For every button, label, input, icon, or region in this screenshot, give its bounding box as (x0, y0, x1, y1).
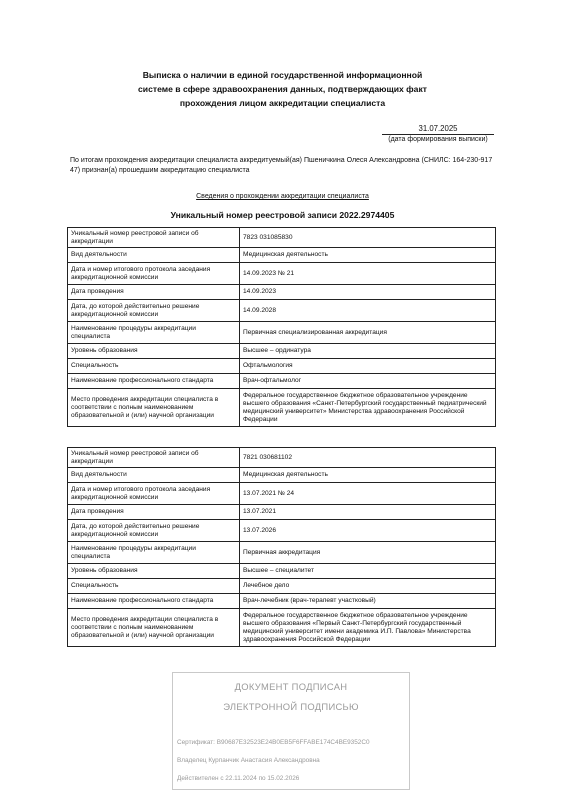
row-label: Место проведения аккредитации специалиста в соответствии с полным наименованием образовательной и (или) научной организации (68, 609, 240, 647)
table-row (68, 263, 496, 285)
row-label: Наименование профессионального стандарта (68, 374, 240, 389)
table-row (68, 374, 496, 389)
table-row (68, 322, 496, 344)
row-label: Дата, до которой действительно решение аккредитационной комиссии (68, 300, 240, 322)
row-label: Специальность (68, 359, 240, 374)
row-label: Наименование профессионального стандарта (68, 594, 240, 609)
row-value: 13.07.2026 (240, 520, 496, 542)
row-value: Высшее – ординатура (240, 344, 496, 359)
stamp-heading-signed: ДОКУМЕНТ ПОДПИСАН (234, 681, 348, 692)
row-value: Офтальмология (240, 359, 496, 374)
row-label: Дата проведения (68, 285, 240, 300)
intro-paragraph: По итогам прохождения аккредитации специалиста аккредитуемый(ая) Пшеничкина Олеся Александровна (СНИЛС: 164-230-917 47) признан(а) прошедшим аккредитацию специалиста (70, 157, 493, 174)
row-value: Лечебное дело (240, 579, 496, 594)
table-row (68, 344, 496, 359)
row-label: Уникальный номер реестровой записи об аккредитации (68, 228, 240, 248)
row-value: Федеральное государственное бюджетное образовательное учреждение высшего образования «Санкт-Петербургский государственный педиатрический медицинский университет» Министерства здравоохранения Российской Федерации (240, 389, 496, 427)
row-value: 7821 030681102 (240, 448, 496, 468)
row-value: Врач-лечебник (врач-терапевт участковый) (240, 594, 496, 609)
row-label: Место проведения аккредитации специалиста в соответствии с полным наименованием образовательной и (или) научной организации (68, 389, 240, 427)
row-value: Первичная специализированная аккредитация (240, 322, 496, 344)
row-label: Дата проведения (68, 505, 240, 520)
document-title (60, 68, 505, 110)
table-row (68, 448, 496, 468)
row-value: Медицинская деятельность (240, 468, 496, 483)
issue-date-caption: (дата формирования выписки) (388, 136, 488, 143)
row-value: 13.07.2021 (240, 505, 496, 520)
table-row (68, 609, 496, 647)
row-label: Дата и номер итогового протокола заседания аккредитационной комиссии (68, 483, 240, 505)
table-row (68, 285, 496, 300)
table-row (68, 564, 496, 579)
table-row (68, 228, 496, 248)
accreditation-table-2 (67, 447, 496, 647)
issue-date-block (382, 124, 494, 143)
row-label: Уровень образования (68, 564, 240, 579)
row-label: Вид деятельности (68, 468, 240, 483)
title-line-2: системе в сфере здравоохранения данных, подтверждающих факт (138, 84, 427, 94)
row-label: Уникальный номер реестровой записи об аккредитации (68, 448, 240, 468)
table-row (68, 542, 496, 564)
issue-date: 31.07.2025 (382, 124, 494, 135)
stamp-certificate: Сертификат: B90687E32523E24B0EB5F6FFABE174C4BE9352C0 (177, 739, 370, 746)
registry-heading: Уникальный номер реестровой записи 2022.2974405 (170, 210, 395, 220)
stamp-validity: Действителен с 22.11.2024 по 15.02.2026 (177, 775, 300, 782)
table-row (68, 468, 496, 483)
row-value: 14.09.2028 (240, 300, 496, 322)
row-label: Наименование процедуры аккредитации специалиста (68, 542, 240, 564)
row-value: Высшее – специалитет (240, 564, 496, 579)
stamp-heading-electronic: ЭЛЕКТРОННОЙ ПОДПИСЬЮ (223, 701, 359, 712)
table-row (68, 505, 496, 520)
row-value: Медицинская деятельность (240, 248, 496, 263)
row-value: Федеральное государственное бюджетное образовательное учреждение высшего образования «Первый Санкт-Петербургский государственный медицинский университет имени академика И.П. Павлова» Министерства здравоохранения Российской Федерации (240, 609, 496, 647)
row-label: Вид деятельности (68, 248, 240, 263)
row-label: Специальность (68, 579, 240, 594)
row-label: Дата и номер итогового протокола заседания аккредитационной комиссии (68, 263, 240, 285)
section-title: Сведения о прохождении аккредитации специалиста (196, 193, 369, 200)
row-value: 14.09.2023 (240, 285, 496, 300)
table-row (68, 359, 496, 374)
table-row (68, 248, 496, 263)
stamp-owner: Владелец Курпанчик Анастасия Александровна (177, 757, 320, 764)
row-value: 7823 031085830 (240, 228, 496, 248)
table-row (68, 483, 496, 505)
title-line-1: Выписка о наличии в единой государственной информационной (142, 70, 423, 80)
row-value: 13.07.2021 № 24 (240, 483, 496, 505)
table-row (68, 389, 496, 427)
row-label: Дата, до которой действительно решение аккредитационной комиссии (68, 520, 240, 542)
row-label: Наименование процедуры аккредитации специалиста (68, 322, 240, 344)
table-row (68, 594, 496, 609)
row-value: Первичная аккредитация (240, 542, 496, 564)
row-value: 14.09.2023 № 21 (240, 263, 496, 285)
row-label: Уровень образования (68, 344, 240, 359)
title-line-3: прохождения лицом аккредитации специалиста (179, 98, 386, 108)
electronic-signature-stamp (172, 672, 410, 790)
table-row (68, 300, 496, 322)
accreditation-table-1 (67, 227, 496, 427)
table-row (68, 579, 496, 594)
table-row (68, 520, 496, 542)
row-value: Врач-офтальмолог (240, 374, 496, 389)
